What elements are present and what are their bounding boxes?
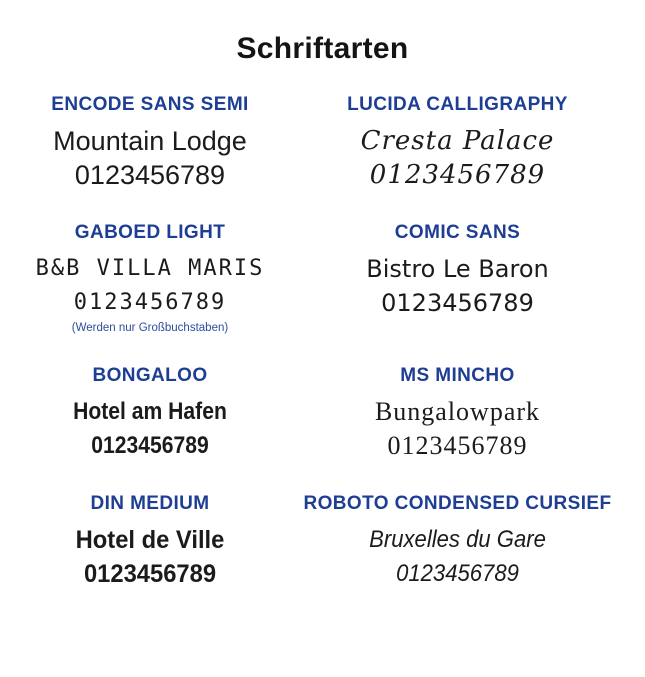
font-block-bongaloo: [0, 365, 300, 463]
font-sample-digits: 0123456789: [396, 560, 519, 587]
font-name-heading: MS MINCHO: [400, 365, 515, 386]
font-block-lucida-calligraphy: [300, 94, 615, 192]
page-title: Schriftarten: [236, 32, 409, 65]
font-name-heading: ROBOTO CONDENSED CURSIEF: [303, 493, 612, 514]
font-name-heading: LUCIDA CALLIGRAPHY: [347, 94, 568, 115]
font-sample-text: Bungalowpark: [374, 397, 541, 426]
font-name-heading: BONGALOO: [92, 365, 208, 386]
font-sample-text: Bistro Le Baron: [366, 255, 549, 283]
font-name-heading: COMIC SANS: [394, 222, 521, 243]
font-sample-text: Cresta Palace: [360, 126, 555, 156]
fonts-grid: [0, 94, 645, 591]
font-block-ms-mincho: [300, 365, 615, 463]
font-block-roboto-condensed-cursief: [300, 493, 615, 591]
font-sample-text: Hotel am Hafen: [73, 398, 227, 425]
font-sample-digits: 0123456789: [369, 160, 546, 190]
font-note: (Werden nur Großbuchstaben): [71, 322, 229, 334]
font-sample-digits: 0123456789: [91, 432, 209, 459]
font-block-encode-sans-semi: [0, 94, 300, 192]
font-sample-digits: 0123456789: [381, 289, 534, 317]
font-name-heading: DIN MEDIUM: [90, 493, 210, 514]
font-block-din-medium: [0, 493, 300, 591]
font-sample-digits: 0123456789: [83, 560, 217, 588]
font-sample-text: Mountain Lodge: [53, 126, 247, 156]
font-name-heading: GABOED LIGHT: [74, 222, 226, 243]
font-sample-text: Bruxelles du Gare: [369, 526, 546, 553]
font-sample-digits: 0123456789: [74, 160, 226, 190]
font-block-gaboed-light: [0, 222, 300, 335]
font-sample-digits: 0123456789: [73, 290, 227, 315]
font-sample-text: Hotel de Ville: [75, 526, 225, 554]
font-block-comic-sans: [300, 222, 615, 335]
font-name-heading: ENCODE SANS SEMI: [51, 94, 249, 115]
font-sample-digits: 0123456789: [387, 431, 528, 460]
font-sample-text: B&B VILLA MARIS: [35, 256, 265, 281]
